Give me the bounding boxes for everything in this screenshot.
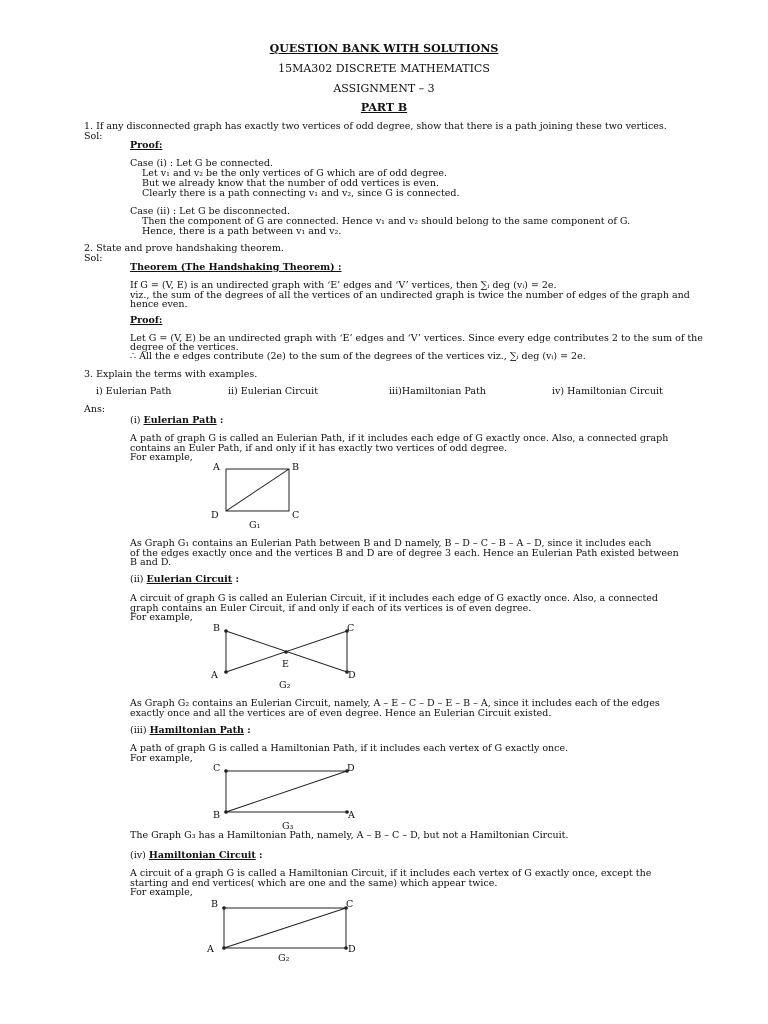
hamiltonian-path-example-text: The Graph G₃ has a Hamiltonian Path, namely, A – B – C – D, but not a Hamiltonian Circuit.	[130, 830, 569, 841]
graph-g1-diagram	[205, 458, 315, 532]
vertex-dot	[222, 946, 226, 950]
graph-name: G₃	[282, 821, 294, 832]
hamiltonian-circuit-definition: A circuit of a graph G is called a Hamiltonian Circuit, if it includes each vertex of G exactly once, except the	[130, 868, 652, 879]
graph-edge	[226, 771, 347, 812]
q2-proof-heading: Proof:	[130, 315, 163, 326]
graph-g2-hamiltonian-diagram	[205, 897, 365, 967]
theorem-line: hence even.	[130, 299, 188, 310]
hamiltonian-path-definition: A path of graph G is called a Hamiltonian Path, if it includes each vertex of G exactly once.	[130, 743, 569, 754]
vertex-label: A	[211, 670, 218, 681]
part-heading: PART B	[360, 101, 408, 114]
eulerian-path-definition: A path of graph G is called an Eulerian Path, if it includes each edge of G exactly once. Also, a connected graph	[130, 433, 669, 444]
term-eulerian-path: i) Eulerian Path	[96, 386, 172, 397]
vertex-label: C	[346, 899, 354, 910]
eulerian-path-example-text: of the edges exactly once and the vertices B and D are of degree 3 each. Hence an Eulerian Path existed between	[130, 548, 679, 559]
q1-case-1: Case (i) : Let G be connected.	[130, 158, 274, 169]
vertex-label: E	[282, 659, 289, 670]
for-example-label: For example,	[130, 612, 193, 623]
vertex-label: A	[213, 462, 220, 473]
eulerian-path-heading: (i) Eulerian Path :	[130, 415, 224, 426]
vertex-label: B	[213, 623, 220, 634]
vertex-dot	[224, 670, 228, 674]
vertex-dot	[222, 906, 226, 910]
term-hamiltonian-circuit: iv) Hamiltonian Circuit	[552, 386, 663, 397]
eulerian-path-definition: contains an Euler Path, if and only if it has exactly two vertices of odd degree.	[130, 443, 508, 454]
vertex-label: B	[292, 462, 299, 473]
theorem-heading: Theorem (The Handshaking Theorem) :	[130, 262, 342, 273]
answer-label: Ans:	[84, 404, 106, 415]
graph-g2-bowtie-diagram	[205, 618, 365, 692]
q2-proof-line: degree of the vertices.	[130, 342, 239, 353]
course-code: 15MA302 DISCRETE MATHEMATICS	[278, 62, 490, 75]
assignment-number: ASSIGNMENT – 3	[333, 82, 435, 95]
hamiltonian-circuit-heading: (iv) Hamiltonian Circuit :	[130, 850, 263, 861]
graph-edge	[224, 908, 346, 948]
vertex-label: D	[348, 944, 356, 955]
vertex-label: C	[347, 623, 355, 634]
theorem-line: If G = (V, E) is an undirected graph with ‘E’ edges and ‘V’ vertices, then ∑ᵢ deg (vᵢ) = 2e.	[130, 280, 557, 291]
question-1: 1. If any disconnected graph has exactly two vertices of odd degree, show that there is a path joining these two vertices.	[84, 121, 667, 132]
graph-g3-diagram	[205, 760, 365, 832]
q1-case-1-line: Let v₁ and v₂ be the only vertices of G which are of odd degree.	[142, 168, 448, 179]
q1-case-2: Case (ii) : Let G be disconnected.	[130, 206, 291, 217]
q1-case-2-line: Then the component of G are connected. Hence v₁ and v₂ should belong to the same component of G.	[142, 216, 631, 227]
for-example-label: For example,	[130, 452, 193, 463]
vertex-dot	[224, 810, 228, 814]
graph-name: G₁	[249, 520, 261, 531]
q2-sol-label: Sol:	[84, 253, 103, 264]
eulerian-circuit-heading: (ii) Eulerian Circuit :	[130, 574, 239, 585]
vertex-label: B	[211, 899, 218, 910]
eulerian-path-example-text: As Graph G₁ contains an Eulerian Path between B and D namely, B – D – C – B – A – D, since it includes each	[130, 538, 652, 549]
eulerian-path-example-text: B and D.	[130, 557, 172, 568]
eulerian-circuit-example-text: exactly once and all the vertices are of even degree. Hence an Eulerian Circuit existed.	[130, 708, 552, 719]
graph-name: G₂	[279, 680, 291, 691]
vertex-dot	[284, 650, 288, 654]
graph-name: G₂	[278, 953, 290, 964]
vertex-label: D	[348, 670, 356, 681]
theorem-line: viz., the sum of the degrees of all the vertices of an undirected graph is twice the number of edges of the graph and	[130, 290, 690, 301]
vertex-label: A	[207, 944, 214, 955]
eulerian-circuit-example-text: As Graph G₂ contains an Eulerian Circuit, namely, A – E – C – D – E – B – A, since it includes each of the edges	[130, 698, 660, 709]
eulerian-circuit-definition: A circuit of graph G is called an Eulerian Circuit, if it includes each edge of G exactly once. Also, a connected	[130, 593, 658, 604]
term-eulerian-circuit: ii) Eulerian Circuit	[228, 386, 319, 397]
hamiltonian-path-heading: (iii) Hamiltonian Path :	[130, 725, 251, 736]
vertex-dot	[224, 769, 228, 773]
term-hamiltonian-path: iii)Hamiltonian Path	[389, 386, 486, 397]
for-example-label: For example,	[130, 887, 193, 898]
vertex-label: C	[213, 763, 221, 774]
q1-case-1-line: But we already know that the number of odd vertices is even.	[142, 178, 440, 189]
q2-proof-line: Let G = (V, E) be an undirected graph with ‘E’ edges and ‘V’ vertices. Since every edge contributes 2 to the sum of the	[130, 333, 703, 344]
q1-sol-label: Sol:	[84, 131, 103, 142]
vertex-label: B	[213, 810, 220, 821]
q1-proof-heading: Proof:	[130, 140, 163, 151]
for-example-label: For example,	[130, 753, 193, 764]
question-2: 2. State and prove handshaking theorem.	[84, 243, 284, 254]
q2-proof-line: ∴ All the e edges contribute (2e) to the sum of the degrees of the vertices viz., ∑ᵢ deg (vᵢ) = 2e.	[130, 351, 586, 362]
vertex-label: A	[348, 810, 355, 821]
hamiltonian-circuit-definition: starting and end vertices( which are one and the same) which appear twice.	[130, 878, 498, 889]
eulerian-circuit-definition: graph contains an Euler Circuit, if and only if each of its vertices is of even degree.	[130, 603, 532, 614]
graph-edge	[226, 469, 289, 511]
vertex-label: C	[292, 510, 300, 521]
q1-case-2-line: Hence, there is a path between v₁ and v₂.	[142, 226, 342, 237]
document-title: QUESTION BANK WITH SOLUTIONS	[269, 42, 499, 55]
vertex-label: D	[211, 510, 219, 521]
question-3: 3. Explain the terms with examples.	[84, 369, 258, 380]
q1-case-1-line: Clearly there is a path connecting v₁ and v₂, since G is connected.	[142, 188, 460, 199]
vertex-dot	[224, 629, 228, 633]
vertex-label: D	[347, 763, 355, 774]
